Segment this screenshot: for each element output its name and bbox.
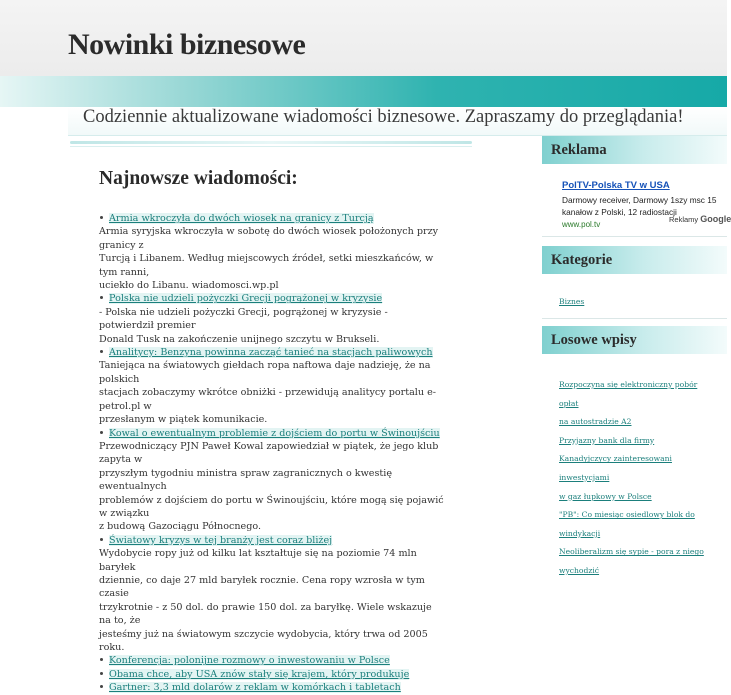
site-header <box>0 0 727 76</box>
news-title-link[interactable]: Analitycy: Benzyna powinna zacząć tanieć na stacjach paliwowych <box>109 347 433 359</box>
news-item <box>99 534 444 655</box>
news-item <box>99 346 444 426</box>
bullet-icon <box>100 350 103 353</box>
news-summary-line: Wydobycie ropy już od kilku lat kształtuje się na poziomie 74 mln baryłek <box>99 548 417 573</box>
bullet-icon <box>100 296 103 299</box>
categories-heading: Kategorie <box>542 246 727 274</box>
random-post-link[interactable]: Neoliberalizm się sypie - pora z niego <box>559 547 704 557</box>
header-band <box>0 76 727 107</box>
random-posts-list <box>559 376 719 581</box>
content-divider-line <box>70 146 472 147</box>
random-post-item <box>559 432 719 451</box>
random-post-link[interactable]: Kanadyjczycy zainteresowani inwestycjami <box>559 454 672 482</box>
random-post-item <box>559 413 719 432</box>
random-posts-heading: Losowe wpisy <box>542 326 727 354</box>
random-post-link[interactable]: w gaz łupkowy w Polsce <box>559 491 652 501</box>
sidebar-divider <box>542 318 727 319</box>
category-link-biznes[interactable]: Biznes <box>559 297 585 306</box>
news-summary-line: jesteśmy już na światowym szczycie wydobycia, który trwa od 2005 roku. <box>99 628 428 653</box>
news-item <box>99 212 444 292</box>
news-summary-line: dziennie, co daje 27 mld baryłek rocznie. Cena ropy wzrosła w tym czasie <box>99 574 425 600</box>
news-summary-line: Turcją i Libanem. Według miejscowych źródeł, setki mieszkańców, w tym ranni, <box>99 253 434 278</box>
news-summary-line: stacjach zobaczymy wkrótce obniżki - przewidują analitycy portalu e-petrol.pl w <box>99 387 437 412</box>
random-post-link[interactable]: wychodzić <box>559 565 600 575</box>
site-title[interactable]: Nowinki biznesowe <box>68 28 306 61</box>
news-item <box>99 654 444 667</box>
news-summary-line: - Polska nie udzieli pożyczki Grecji, pogrążonej w kryzysie - potwierdził premier <box>99 306 388 332</box>
random-post-link[interactable]: "PB": Co miesiąc osiedlowy blok do <box>559 510 695 520</box>
random-post-link[interactable]: windykacji <box>559 528 601 538</box>
ad-text[interactable]: Darmowy receiver, Darmowy 1szy msc 15 kanałow z Polski, 12 radiostacji <box>562 195 717 217</box>
news-summary-line: przyszłym tygodniu ministra spraw zagranicznych o kwestię ewentualnych <box>99 467 392 493</box>
random-post-link[interactable]: Przyjazny bank dla firmy <box>559 435 655 445</box>
news-item <box>99 427 444 534</box>
random-post-link[interactable]: na autostradzie A2 <box>559 417 632 427</box>
news-summary-line: z budową Gazociągu Północnego. <box>99 521 262 533</box>
news-summary-line: Taniejąca na światowych giełdach ropa naftowa daje nadzieję, że na polskich <box>99 360 431 385</box>
random-post-item <box>559 376 719 413</box>
news-summary-line: Armia syryjska wkroczyła w sobotę do dwóch wiosek położonych przy granicy z <box>99 226 439 251</box>
news-item <box>99 292 444 346</box>
ad-url[interactable]: www.pol.tv <box>562 220 601 229</box>
news-title-link[interactable]: Kowal o ewentualnym problemie z dojściem do portu w Świnoujściu <box>109 427 440 439</box>
random-post-item <box>559 488 719 507</box>
tagline-bar <box>68 107 727 136</box>
news-summary-line: przesłanym w piątek komunikacie. <box>99 414 268 426</box>
news-item <box>99 681 444 694</box>
news-summary-line: trzykrotnie - z 50 dol. do prawie 150 dol. za baryłkę. Wiele wskazuje na to, że <box>99 601 432 627</box>
news-summary-line: Przewodniczący PJN Paweł Kowal zapowiedział w piątek, że jego klub zapyta w <box>99 440 439 466</box>
random-post-item <box>559 562 719 581</box>
news-title-link[interactable]: Gartner: 3,3 mld dolarów z reklam w komórkach i tabletach <box>109 682 401 694</box>
random-posts-section <box>542 326 727 354</box>
news-heading: Najnowsze wiadomości: <box>99 168 298 189</box>
bullet-icon <box>100 538 103 541</box>
content-divider <box>70 141 472 144</box>
ads-by-badge[interactable] <box>669 214 731 224</box>
random-post-item <box>559 525 719 544</box>
news-summary-line: Donald Tusk na zakończenie unijnego szczytu w Brukseli. <box>99 333 380 345</box>
ad-title-link[interactable]: PolTV-Polska TV w USA <box>562 180 670 191</box>
random-post-item <box>559 506 719 525</box>
news-title-link[interactable]: Armia wkroczyła do dwóch wiosek na granicy z Turcją <box>109 213 374 224</box>
news-summary-line: uciekło do Libanu. wiadomosci.wp.pl <box>99 280 279 292</box>
news-title-link[interactable]: Światowy kryzys w tej branży jest coraz bliżej <box>109 534 333 546</box>
sidebar-divider <box>542 236 727 237</box>
ads-section <box>542 136 727 164</box>
news-title-link[interactable]: Polska nie udzieli pożyczki Grecji pogrążonej w kryzysie <box>109 293 383 305</box>
categories-section <box>542 246 727 274</box>
bullet-icon <box>100 672 103 675</box>
bullet-icon <box>100 685 103 688</box>
tagline: Codziennie aktualizowane wiadomości biznesowe. Zapraszamy do przeglądania! <box>83 107 684 127</box>
bullet-icon <box>100 431 103 434</box>
random-post-item <box>559 543 719 562</box>
random-post-link[interactable]: Rozpoczyna się elektroniczny pobór opłat <box>559 380 698 408</box>
news-item <box>99 668 444 681</box>
bullet-icon <box>100 216 103 219</box>
random-post-item <box>559 450 719 487</box>
bullet-icon <box>100 658 103 661</box>
news-title-link[interactable]: Konferencja: polonijne rozmowy o inwestowaniu w Polsce <box>109 655 390 667</box>
news-title-link[interactable]: Obama chce, aby USA znów stały się krajem, który produkuje <box>109 668 410 680</box>
news-list <box>99 212 444 695</box>
ads-heading: Reklama <box>542 136 727 164</box>
ads-by-label: Reklamy <box>669 215 699 224</box>
ads-by-brand: Google <box>700 214 731 224</box>
news-summary-line: problemów z dojściem do portu w Świnoujściu, które mogą się pojawić w związku <box>99 494 444 519</box>
